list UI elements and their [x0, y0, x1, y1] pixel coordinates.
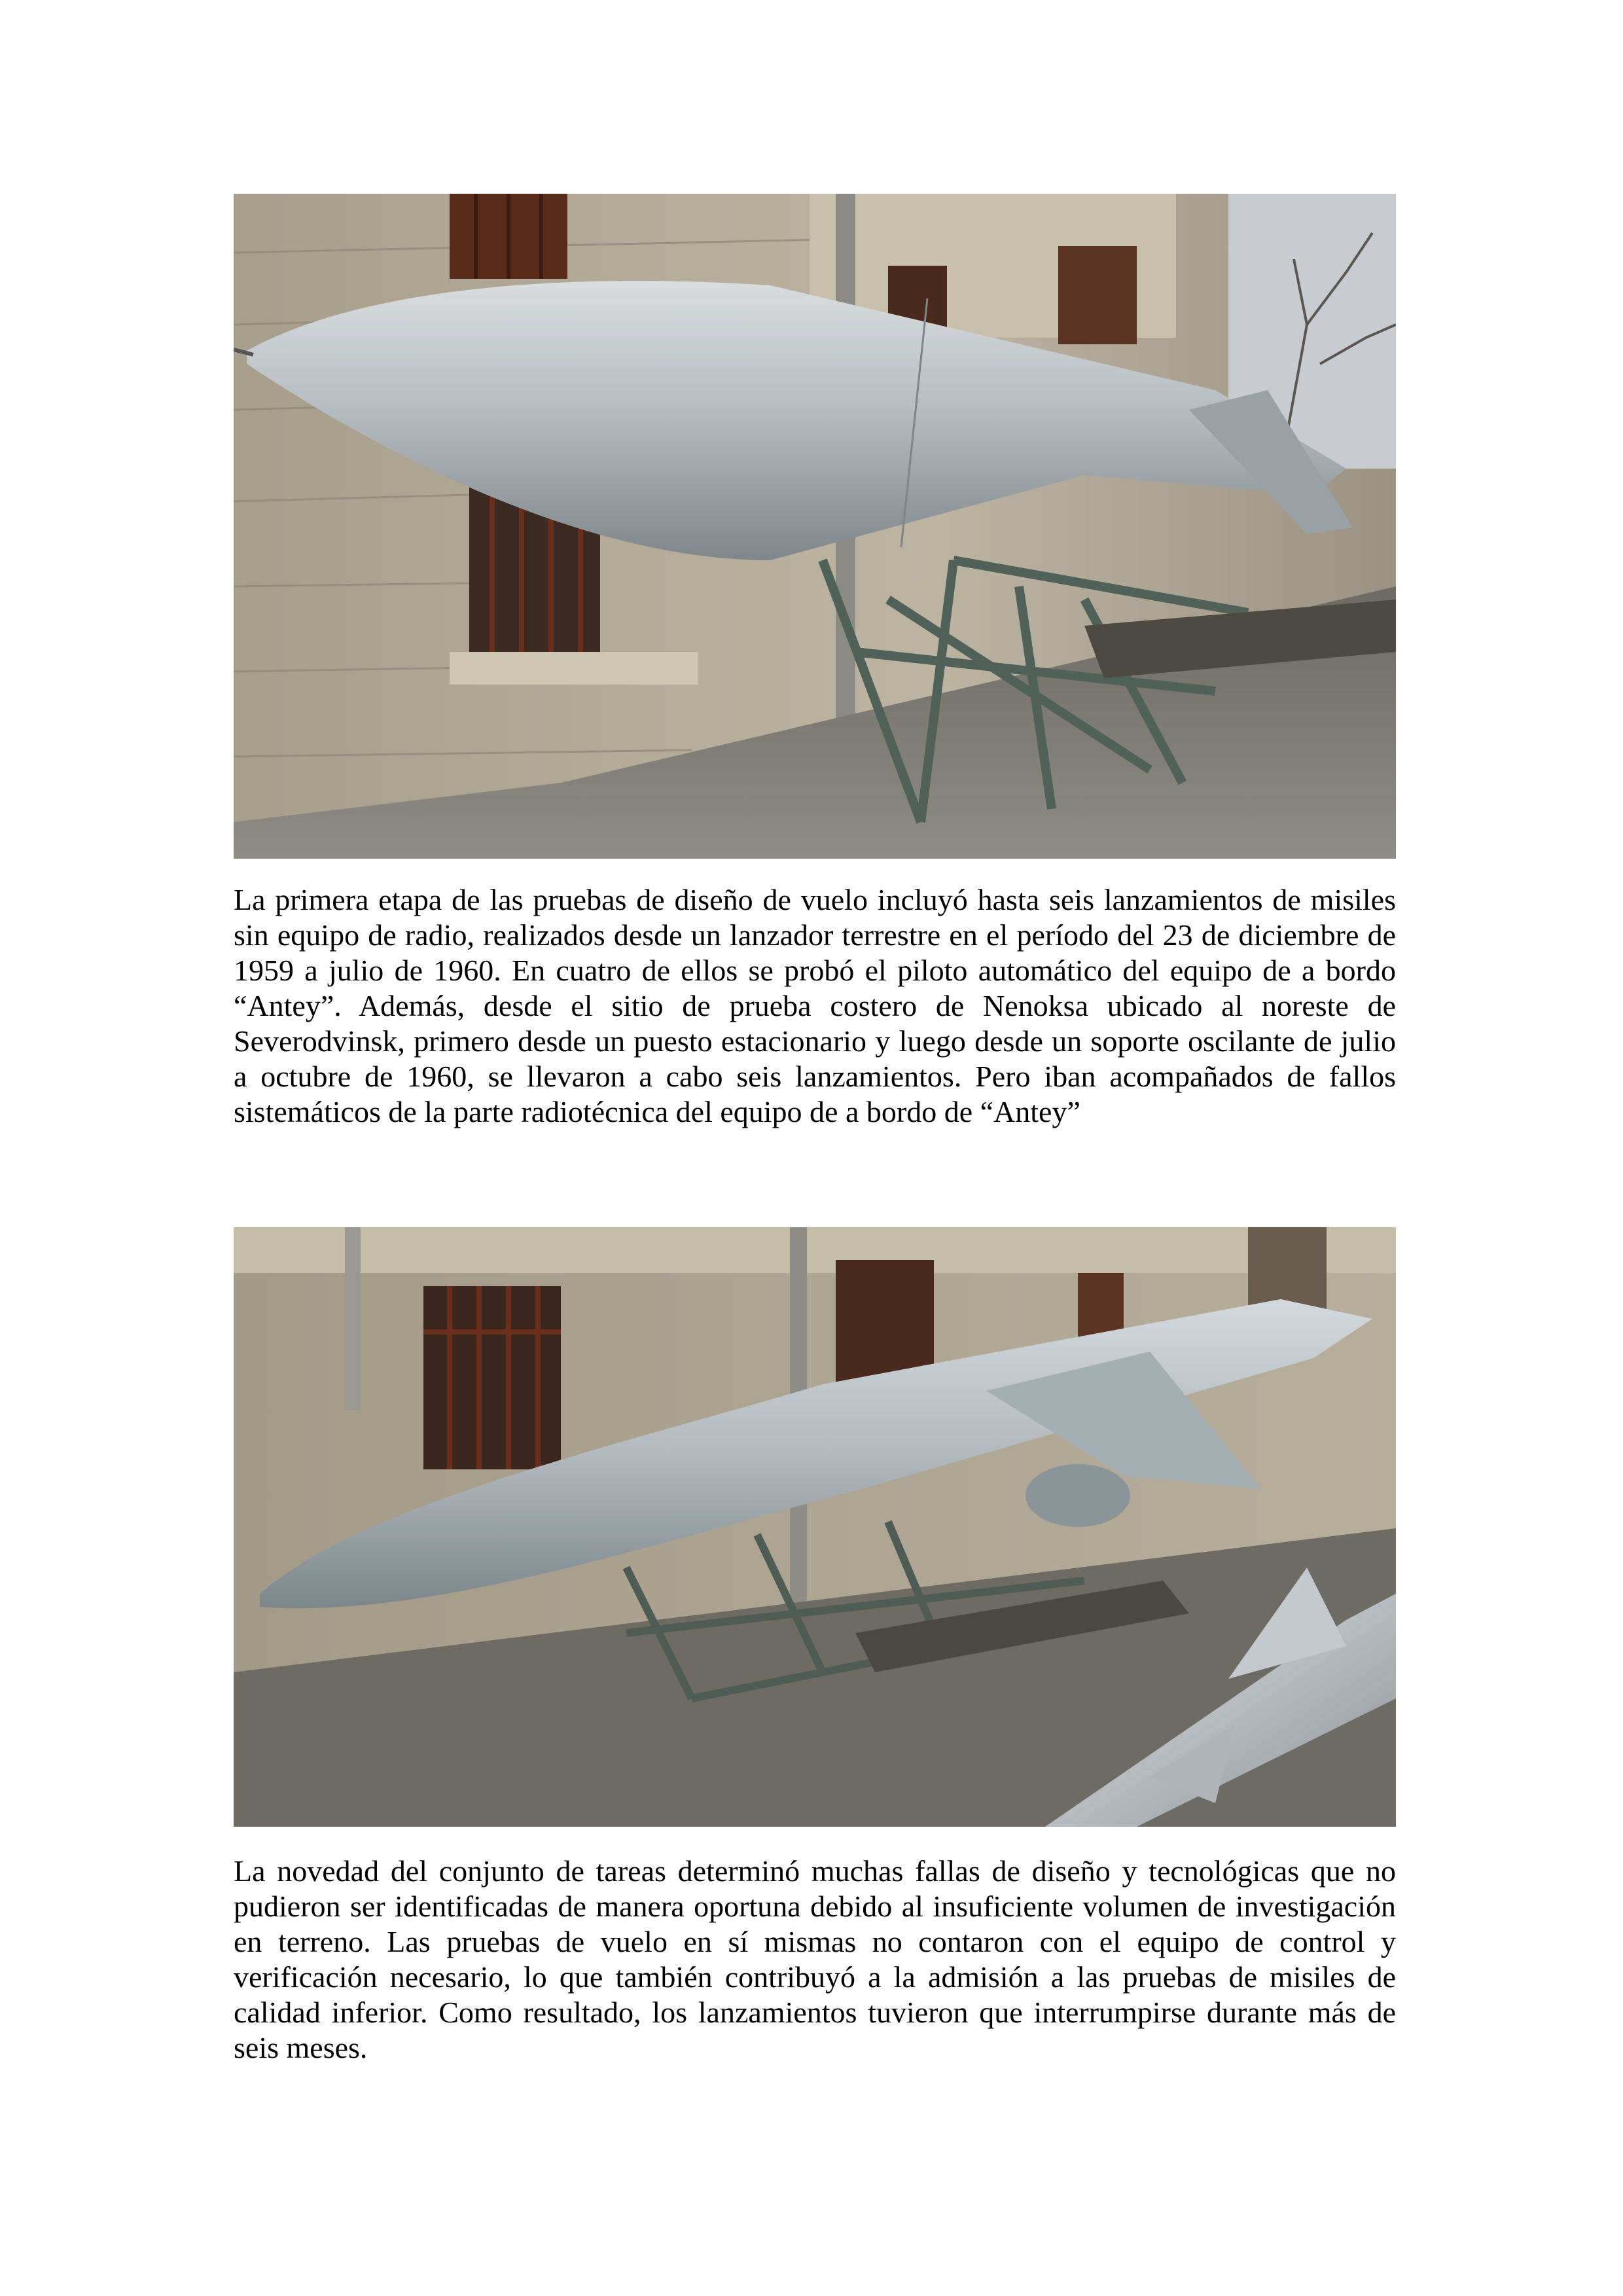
body-paragraph-2: La novedad del conjunto de tareas determinó muchas fallas de diseño y tecnológicas que no pudieron ser identificadas de manera oportuna debido al insuficiente volumen de investigación en terreno. Las pruebas de vuelo en sí mismas no contaron con el equipo de control y verificación necesario, lo que también contribuyó a la admisión a las pruebas de misiles de calidad inferior. Como resultado, los lanzamientos tuvieron que interrumpirse durante más de seis meses. [234, 1854, 1396, 2064]
body-paragraph-1: La primera etapa de las pruebas de diseño de vuelo incluyó hasta seis lanzamientos de misiles sin equipo de radio, realizados desde un lanzador terrestre en el período del 23 de diciembre de 1959 a julio de 1960. En cuatro de ellos se probó el piloto automático del equipo de a bordo “Antey”. Además, desde el sitio de prueba costero de Nenoksa ubicado al noreste de Severodvinsk, primero desde un puesto estacionario y luego desde un soporte oscilante de julio a octubre de 1960, se llevaron a cabo seis lanzamientos. Pero iban acompañados de fallos sistemáticos de la parte radiotécnica del equipo de a bordo de “Antey” [234, 883, 1396, 1128]
missile-photo-top [234, 194, 1396, 859]
missile-photo-bottom [234, 1227, 1396, 1827]
missile-photo-top-image [234, 194, 1396, 859]
missile-photo-bottom-image [234, 1227, 1396, 1827]
